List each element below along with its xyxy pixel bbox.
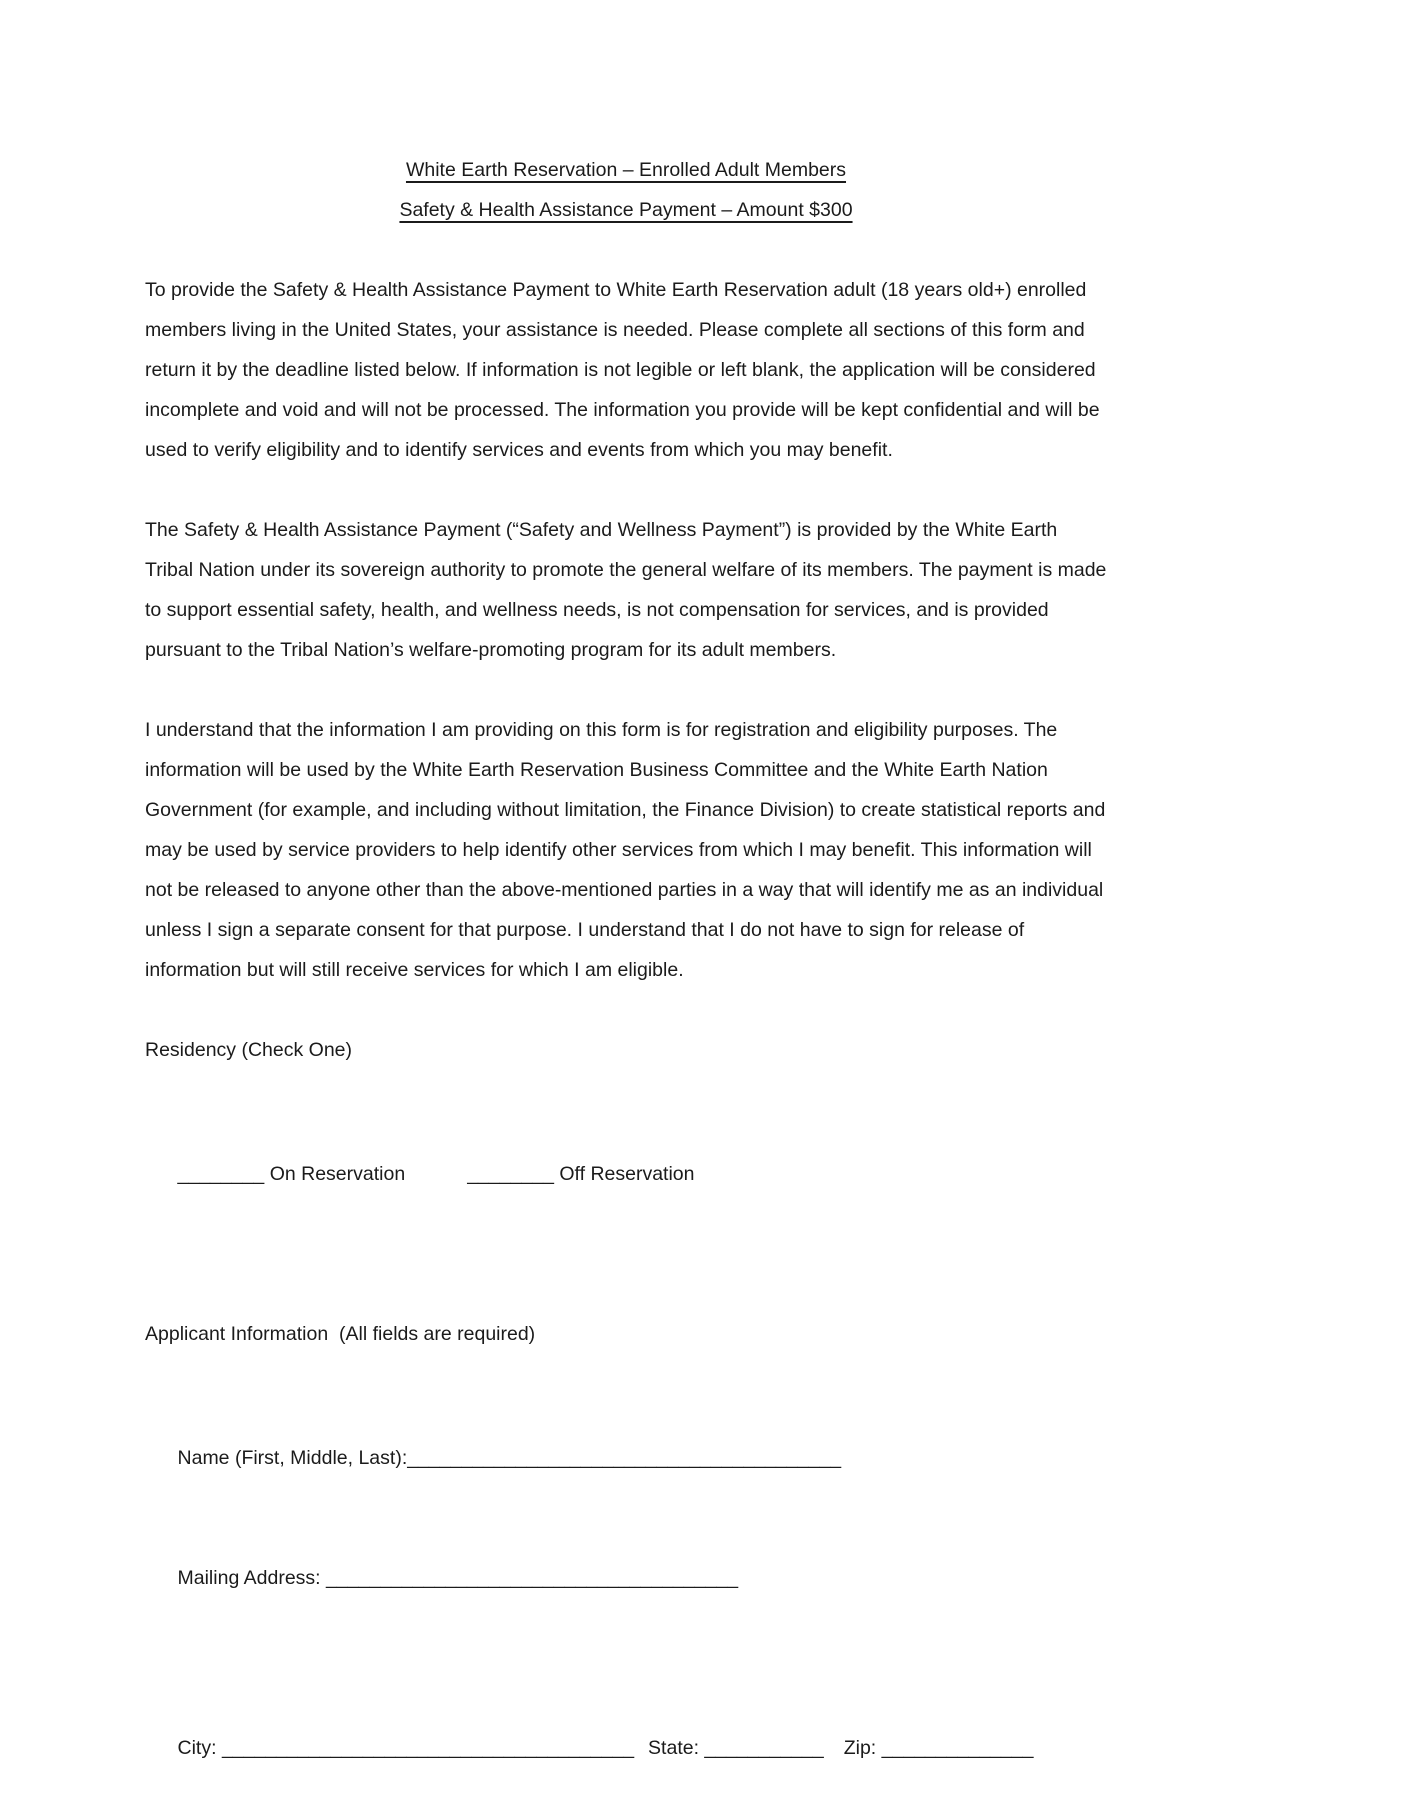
- off-reservation-label: Off Reservation: [553, 1163, 695, 1185]
- applicant-info-heading: Applicant Information (All fields are required): [145, 1323, 536, 1345]
- document-content: [145, 150, 1107, 1808]
- title-line-1: White Earth Reservation – Enrolled Adult Members: [405, 159, 847, 181]
- program-description-paragraph: The Safety & Health Assistance Payment (“Safety and Wellness Payment”) is provided by the White Earth Tribal Nation under its sovereign authority to promote the general welfare of its members. The payment is made to support essential safety, health, and wellness needs, is not compensation for services, and is provided pursuant to the Tribal Nation’s welfare-promoting program for its adult members.: [145, 519, 1107, 661]
- consent-paragraph: I understand that the information I am providing on this form is for registration and eligibility purposes. The information will be used by the White Earth Reservation Business Committee and the White Earth Nation Government (for example, and including without limitation, the Finance Division) to create statistical reports and may be used by service providers to help identify other services from which I may benefit. This information will not be released to anyone other than the above-mentioned parties in a way that will identify me as an individual unless I sign a separate consent for that purpose. I understand that I do not have to sign for release of information but will still receive services for which I am eligible.: [145, 719, 1106, 981]
- city-label: City:: [177, 1737, 222, 1759]
- document-title: [145, 150, 1107, 230]
- name-label: Name (First, Middle, Last):: [177, 1447, 408, 1469]
- state-label: State:: [648, 1737, 705, 1759]
- on-reservation-label: On Reservation: [264, 1163, 406, 1185]
- intro-paragraph: To provide the Safety & Health Assistance Payment to White Earth Reservation adult (18 years old+) enrolled members living in the United States, your assistance is needed. Please complete all sections of this form and return it by the deadline listed below. If information is not legible or left blank, the application will be considered incomplete and void and will not be processed. The information you provide will be kept confidential and will be used to verify eligibility and to identify services and events from which you may benefit.: [145, 279, 1100, 461]
- residency-options-row: [145, 1114, 1107, 1234]
- zip-label: Zip:: [843, 1737, 882, 1759]
- mailing-address-field-row: [145, 1518, 1107, 1638]
- on-reservation-option: [178, 1163, 406, 1185]
- city-state-zip-row: [145, 1688, 1107, 1808]
- on-reservation-blank[interactable]: ________: [177, 1163, 265, 1185]
- name-blank[interactable]: ________________________________________: [407, 1447, 842, 1469]
- mailing-address-blank[interactable]: ______________________________________: [326, 1567, 739, 1589]
- state-blank[interactable]: ___________: [704, 1737, 824, 1759]
- residency-heading: Residency (Check One): [145, 1039, 352, 1061]
- title-line-2: Safety & Health Assistance Payment – Amount $300: [399, 199, 853, 221]
- off-reservation-option: [467, 1163, 694, 1185]
- mailing-address-label: Mailing Address:: [177, 1567, 327, 1589]
- zip-blank[interactable]: ______________: [881, 1737, 1034, 1759]
- off-reservation-blank[interactable]: ________: [467, 1163, 554, 1185]
- city-blank[interactable]: ______________________________________: [221, 1737, 635, 1759]
- name-field-row: [145, 1398, 1107, 1518]
